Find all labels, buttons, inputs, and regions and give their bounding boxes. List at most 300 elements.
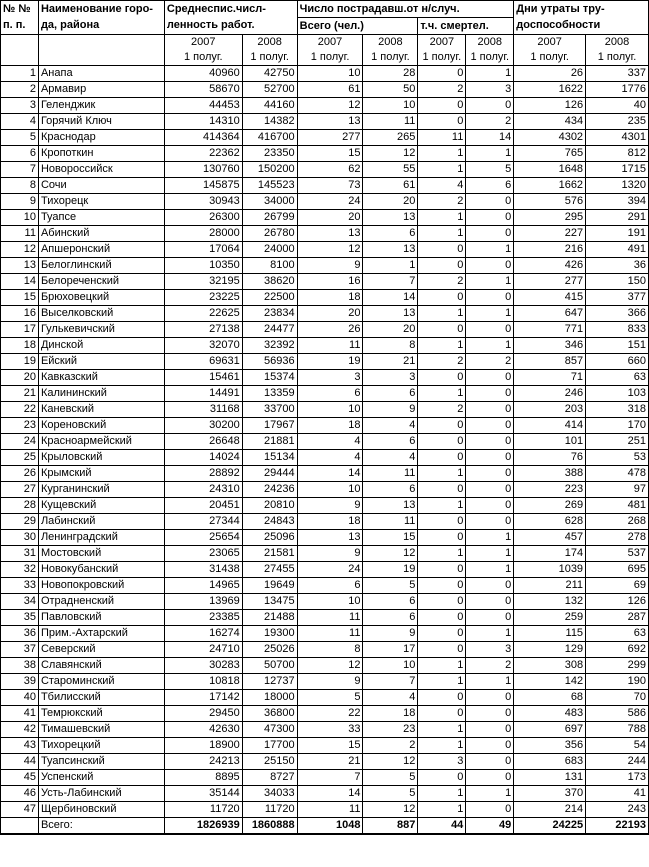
avg-staff-2007: 14310 [164,114,242,130]
avg-staff-2008: 145523 [242,178,297,194]
victims-2007: 73 [297,178,363,194]
victims-2007: 22 [297,706,363,722]
victims-2008: 55 [363,162,418,178]
total-fatal-2007: 44 [418,818,466,835]
district-name: Тихорецкий [38,738,164,754]
avg-staff-2008: 44160 [242,98,297,114]
victims-2007: 18 [297,514,363,530]
header-fatal: т.ч. смертел. [418,18,514,35]
lost-days-2008: 695 [586,562,649,578]
lost-days-2008: 833 [586,322,649,338]
avg-staff-2007: 10350 [164,258,242,274]
district-name: Брюховецкий [38,290,164,306]
avg-staff-2008: 50700 [242,658,297,674]
victims-2007: 5 [297,690,363,706]
victims-2007: 13 [297,530,363,546]
lost-days-2008: 97 [586,482,649,498]
fatal-2007: 0 [418,562,466,578]
table-row [1,786,649,802]
avg-staff-2007: 30283 [164,658,242,674]
fatal-2007: 1 [418,738,466,754]
district-name: Отрадненский [38,594,164,610]
avg-staff-2008: 52700 [242,82,297,98]
table-row [1,706,649,722]
row-number: 15 [1,290,39,306]
row-number: 17 [1,322,39,338]
row-number: 32 [1,562,39,578]
lost-days-2008: 36 [586,258,649,274]
district-name: Новокубанский [38,562,164,578]
avg-staff-2007: 15461 [164,370,242,386]
victims-2008: 9 [363,402,418,418]
avg-staff-2008: 26799 [242,210,297,226]
avg-staff-2008: 24236 [242,482,297,498]
victims-2007: 18 [297,418,363,434]
lost-days-2007: 277 [514,274,586,290]
avg-staff-2008: 32392 [242,338,297,354]
avg-staff-2007: 24710 [164,642,242,658]
table-row [1,226,649,242]
district-name: Красноармейский [38,434,164,450]
victims-2008: 61 [363,178,418,194]
avg-staff-2008: 21488 [242,610,297,626]
header-blank [1,35,39,51]
fatal-2008: 3 [466,82,514,98]
victims-2008: 12 [363,146,418,162]
fatal-2007: 1 [418,466,466,482]
victims-2007: 12 [297,658,363,674]
fatal-2007: 0 [418,370,466,386]
victims-2008: 19 [363,562,418,578]
district-name: Мостовский [38,546,164,562]
victims-2007: 4 [297,450,363,466]
row-number: 11 [1,226,39,242]
lost-days-2007: 388 [514,466,586,482]
fatal-2007: 0 [418,530,466,546]
header-num: № № [1,1,39,18]
victims-2008: 11 [363,466,418,482]
victims-2007: 20 [297,306,363,322]
avg-staff-2007: 28892 [164,466,242,482]
lost-days-2008: 235 [586,114,649,130]
district-name: Горячий Ключ [38,114,164,130]
victims-2007: 10 [297,594,363,610]
row-number: 36 [1,626,39,642]
fatal-2008: 6 [466,178,514,194]
district-name: Крыловский [38,450,164,466]
header-victims: Число пострадавш.от н/случ. [297,1,514,18]
table-row [1,450,649,466]
victims-2007: 11 [297,802,363,818]
district-name: Белоглинский [38,258,164,274]
lost-days-2007: 223 [514,482,586,498]
lost-days-2008: 173 [586,770,649,786]
period-label: 1 полуг. [363,50,418,66]
district-name: Геленджик [38,98,164,114]
table-row [1,322,649,338]
row-number: 20 [1,370,39,386]
lost-days-2007: 415 [514,290,586,306]
victims-2007: 15 [297,738,363,754]
fatal-2007: 2 [418,354,466,370]
fatal-2008: 0 [466,418,514,434]
victims-2007: 9 [297,498,363,514]
table-row [1,610,649,626]
fatal-2008: 1 [466,786,514,802]
fatal-2007: 1 [418,658,466,674]
fatal-2008: 1 [466,306,514,322]
fatal-2007: 1 [418,162,466,178]
victims-2007: 6 [297,578,363,594]
lost-days-2007: 227 [514,226,586,242]
avg-staff-2007: 40960 [164,66,242,82]
victims-2007: 10 [297,402,363,418]
lost-days-2008: 812 [586,146,649,162]
table-row [1,722,649,738]
victims-2008: 50 [363,82,418,98]
table-row [1,466,649,482]
lost-days-2008: 54 [586,738,649,754]
lost-days-2007: 101 [514,434,586,450]
victims-2008: 6 [363,226,418,242]
fatal-2008: 0 [466,226,514,242]
row-number: 38 [1,658,39,674]
victims-2008: 13 [363,242,418,258]
district-name: Павловский [38,610,164,626]
row-number: 42 [1,722,39,738]
victims-2007: 9 [297,674,363,690]
victims-2007: 11 [297,338,363,354]
table-row [1,626,649,642]
fatal-2008: 0 [466,498,514,514]
victims-2007: 277 [297,130,363,146]
period-label: 1 полуг. [297,50,363,66]
district-name: Тихорецк [38,194,164,210]
district-name: Ленинградский [38,530,164,546]
header-blank [38,50,164,66]
lost-days-2007: 765 [514,146,586,162]
district-name: Динской [38,338,164,354]
fatal-2007: 0 [418,594,466,610]
table-row [1,194,649,210]
row-number: 41 [1,706,39,722]
victims-2007: 11 [297,626,363,642]
victims-2008: 28 [363,66,418,82]
lost-days-2008: 251 [586,434,649,450]
district-name: Курганинский [38,482,164,498]
table-row [1,482,649,498]
victims-2008: 265 [363,130,418,146]
lost-days-2007: 483 [514,706,586,722]
table-row [1,66,649,82]
fatal-2008: 1 [466,146,514,162]
header-row-1 [1,1,649,18]
avg-staff-2008: 23350 [242,146,297,162]
lost-days-2008: 287 [586,610,649,626]
avg-staff-2008: 12737 [242,674,297,690]
avg-staff-2007: 24213 [164,754,242,770]
table-row [1,130,649,146]
fatal-2008: 0 [466,434,514,450]
avg-staff-2008: 8100 [242,258,297,274]
avg-staff-2007: 30943 [164,194,242,210]
avg-staff-2007: 25654 [164,530,242,546]
fatal-2007: 2 [418,402,466,418]
victims-2008: 20 [363,322,418,338]
avg-staff-2007: 130760 [164,162,242,178]
total-label: Всего: [38,818,164,835]
victims-2007: 24 [297,562,363,578]
district-name: Калининский [38,386,164,402]
fatal-2007: 0 [418,610,466,626]
avg-staff-2007: 44453 [164,98,242,114]
fatal-2008: 0 [466,466,514,482]
total-avg-staff-2007: 1826939 [164,818,242,835]
row-number: 43 [1,738,39,754]
fatal-2008: 1 [466,626,514,642]
victims-2007: 18 [297,290,363,306]
fatal-2007: 0 [418,642,466,658]
victims-2008: 13 [363,210,418,226]
lost-days-2008: 586 [586,706,649,722]
row-number: 26 [1,466,39,482]
lost-days-2007: 126 [514,98,586,114]
lost-days-2007: 576 [514,194,586,210]
victims-2008: 13 [363,498,418,514]
victims-2007: 13 [297,114,363,130]
avg-staff-2008: 24843 [242,514,297,530]
year-label: 2007 [514,35,586,51]
avg-staff-2007: 18900 [164,738,242,754]
lost-days-2007: 142 [514,674,586,690]
victims-2008: 7 [363,674,418,690]
district-name: Усть-Лабинский [38,786,164,802]
year-label: 2007 [418,35,466,51]
victims-2007: 8 [297,642,363,658]
avg-staff-2007: 17142 [164,690,242,706]
fatal-2007: 1 [418,146,466,162]
victims-2007: 12 [297,242,363,258]
fatal-2007: 11 [418,130,466,146]
victims-2007: 19 [297,354,363,370]
district-name: Краснодар [38,130,164,146]
row-number: 28 [1,498,39,514]
lost-days-2008: 478 [586,466,649,482]
fatal-2007: 0 [418,98,466,114]
table-row [1,594,649,610]
fatal-2008: 5 [466,162,514,178]
header-row-2 [1,18,649,35]
avg-staff-2007: 23225 [164,290,242,306]
row-number: 24 [1,434,39,450]
fatal-2007: 0 [418,290,466,306]
table-row [1,562,649,578]
lost-days-2008: 692 [586,642,649,658]
lost-days-2008: 53 [586,450,649,466]
victims-2008: 4 [363,690,418,706]
header-avg: Среднеспис.числ- [164,1,297,18]
fatal-2007: 1 [418,722,466,738]
lost-days-2008: 366 [586,306,649,322]
avg-staff-2007: 32195 [164,274,242,290]
row-number: 33 [1,578,39,594]
fatal-2007: 1 [418,226,466,242]
district-name: Прим.-Ахтарский [38,626,164,642]
row-number: 34 [1,594,39,610]
row-number: 7 [1,162,39,178]
lost-days-2007: 771 [514,322,586,338]
avg-staff-2008: 47300 [242,722,297,738]
district-name: Туапсинский [38,754,164,770]
fatal-2008: 0 [466,322,514,338]
district-name: Славянский [38,658,164,674]
victims-2007: 6 [297,386,363,402]
victims-2008: 9 [363,626,418,642]
victims-2007: 13 [297,226,363,242]
avg-staff-2008: 22500 [242,290,297,306]
header-name: Наименование горо- [38,1,164,18]
lost-days-2007: 131 [514,770,586,786]
lost-days-2008: 318 [586,402,649,418]
row-number: 44 [1,754,39,770]
fatal-2007: 1 [418,674,466,690]
lost-days-2007: 115 [514,626,586,642]
table-row [1,386,649,402]
lost-days-2008: 170 [586,418,649,434]
fatal-2007: 1 [418,546,466,562]
lost-days-2007: 132 [514,594,586,610]
lost-days-2008: 291 [586,210,649,226]
victims-2008: 12 [363,546,418,562]
victims-2008: 5 [363,786,418,802]
fatal-2007: 1 [418,306,466,322]
total-avg-staff-2008: 1860888 [242,818,297,835]
district-name: Кущевский [38,498,164,514]
table-row [1,498,649,514]
district-name: Анапа [38,66,164,82]
avg-staff-2007: 26300 [164,210,242,226]
lost-days-2008: 70 [586,690,649,706]
district-name: Кропоткин [38,146,164,162]
fatal-2008: 1 [466,546,514,562]
fatal-2007: 2 [418,82,466,98]
avg-staff-2007: 17064 [164,242,242,258]
fatal-2008: 1 [466,562,514,578]
victims-2007: 12 [297,98,363,114]
row-number: 46 [1,786,39,802]
total-victims-2007: 1048 [297,818,363,835]
district-name: Сочи [38,178,164,194]
table-row [1,114,649,130]
victims-2007: 7 [297,770,363,786]
lost-days-2007: 68 [514,690,586,706]
victims-2008: 6 [363,594,418,610]
avg-staff-2008: 14382 [242,114,297,130]
table-row [1,578,649,594]
district-name: Туапсе [38,210,164,226]
district-name: Белореченский [38,274,164,290]
lost-days-2007: 308 [514,658,586,674]
avg-staff-2008: 36800 [242,706,297,722]
fatal-2008: 0 [466,402,514,418]
fatal-2008: 0 [466,98,514,114]
lost-days-2007: 457 [514,530,586,546]
avg-staff-2008: 17700 [242,738,297,754]
table-row [1,754,649,770]
victims-2008: 6 [363,482,418,498]
avg-staff-2007: 32070 [164,338,242,354]
district-name: Новопокровский [38,578,164,594]
period-label: 1 полуг. [466,50,514,66]
district-name: Крымский [38,466,164,482]
avg-staff-2007: 23385 [164,610,242,626]
fatal-2007: 1 [418,498,466,514]
avg-staff-2007: 24310 [164,482,242,498]
avg-staff-2008: 13475 [242,594,297,610]
avg-staff-2008: 33700 [242,402,297,418]
row-number: 1 [1,66,39,82]
row-number: 35 [1,610,39,626]
lost-days-2008: 268 [586,514,649,530]
victims-2008: 12 [363,802,418,818]
fatal-2008: 0 [466,514,514,530]
fatal-2008: 1 [466,674,514,690]
district-name: Абинский [38,226,164,242]
table-row [1,210,649,226]
avg-staff-2008: 26780 [242,226,297,242]
lost-days-2008: 63 [586,626,649,642]
total-blank [1,818,39,835]
fatal-2008: 0 [466,258,514,274]
avg-staff-2007: 22362 [164,146,242,162]
row-number: 31 [1,546,39,562]
district-name: Щербиновский [38,802,164,818]
fatal-2008: 0 [466,578,514,594]
fatal-2007: 0 [418,482,466,498]
row-number: 16 [1,306,39,322]
fatal-2007: 3 [418,754,466,770]
victims-2008: 4 [363,418,418,434]
lost-days-2008: 491 [586,242,649,258]
row-number: 22 [1,402,39,418]
header-blank [1,50,39,66]
fatal-2007: 2 [418,274,466,290]
avg-staff-2008: 29444 [242,466,297,482]
victims-2007: 11 [297,610,363,626]
lost-days-2008: 537 [586,546,649,562]
table-row [1,802,649,818]
row-number: 2 [1,82,39,98]
lost-days-2007: 414 [514,418,586,434]
avg-staff-2008: 11720 [242,802,297,818]
fatal-2008: 14 [466,130,514,146]
fatal-2007: 0 [418,770,466,786]
lost-days-2007: 174 [514,546,586,562]
district-name: Тимашевский [38,722,164,738]
avg-staff-2008: 19300 [242,626,297,642]
fatal-2007: 0 [418,322,466,338]
table-row [1,306,649,322]
fatal-2007: 0 [418,258,466,274]
avg-staff-2008: 34033 [242,786,297,802]
victims-2008: 7 [363,274,418,290]
lost-days-2007: 1622 [514,82,586,98]
header-name-2: да, района [38,18,164,35]
total-victims-2008: 887 [363,818,418,835]
avg-staff-2007: 23065 [164,546,242,562]
lost-days-2008: 190 [586,674,649,690]
table-row [1,290,649,306]
